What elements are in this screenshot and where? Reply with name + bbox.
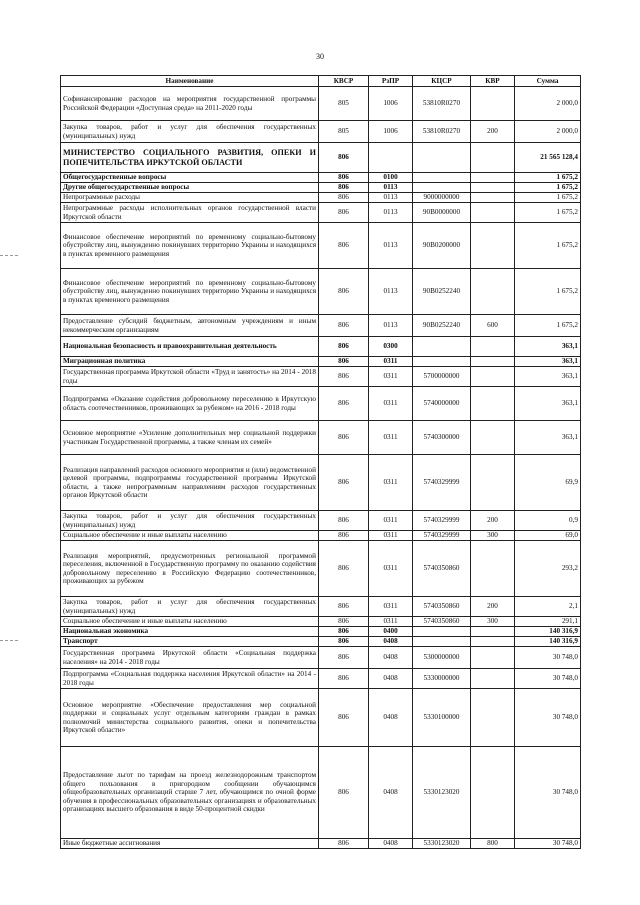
cell-rzpr: 0113 (369, 315, 413, 337)
cell-kvsr: 806 (319, 203, 369, 223)
cell-name: Иные бюджетные ассигнования (61, 839, 319, 849)
cell-kcsr: 53810R0270 (413, 121, 471, 143)
table-row (61, 511, 581, 531)
cell-sum: 30 748,0 (515, 669, 581, 689)
cell-name: Реализация мероприятий, предусмотренных региональной программой переселения, включенной в Государственную программу по оказанию содействия добровольному переселению в Российскую Федерацию соотечественников, проживающих за рубежом (61, 541, 319, 597)
table-row (61, 121, 581, 143)
cell-kcsr: 5700000000 (413, 367, 471, 387)
table-row (61, 183, 581, 193)
cell-kcsr: 5740329999 (413, 455, 471, 511)
cell-kvr (471, 183, 515, 193)
cell-kvr (471, 337, 515, 357)
cell-kvr: 200 (471, 597, 515, 617)
cell-kcsr: 5330123020 (413, 839, 471, 849)
cell-kvsr: 806 (319, 269, 369, 315)
table-row (61, 387, 581, 421)
cell-kvr (471, 203, 515, 223)
cell-kvsr: 805 (319, 87, 369, 121)
cell-kvsr: 806 (319, 337, 369, 357)
cell-rzpr: 0300 (369, 337, 413, 357)
cell-name: Закупка товаров, работ и услуг для обеспечения государственных (муниципальных) нужд (61, 121, 319, 143)
cell-name: Национальная безопасность и правоохранительная деятельность (61, 337, 319, 357)
table-row (61, 627, 581, 637)
cell-kvsr: 806 (319, 747, 369, 839)
cell-kcsr (413, 337, 471, 357)
table-row (61, 357, 581, 367)
cell-name: Предоставление субсидий бюджетным, автономным учреждениям и иным некоммерческим организациям (61, 315, 319, 337)
cell-name: Софинансирование расходов на мероприятия государственной программы Российской Федерации «Доступная среда» на 2011-2020 годы (61, 87, 319, 121)
header-kcsr: КЦСР (413, 76, 471, 87)
cell-rzpr: 0408 (369, 689, 413, 747)
cell-kvsr: 806 (319, 627, 369, 637)
margin-fold-mark (0, 255, 18, 256)
cell-kvr (471, 357, 515, 367)
cell-kvr (471, 193, 515, 203)
cell-kvsr: 806 (319, 173, 369, 183)
table-row (61, 541, 581, 597)
cell-kvr: 200 (471, 121, 515, 143)
cell-sum: 1 675,2 (515, 183, 581, 193)
cell-kvsr: 806 (319, 387, 369, 421)
cell-sum: 30 748,0 (515, 689, 581, 747)
cell-rzpr: 0408 (369, 669, 413, 689)
cell-name: Другие общегосударственные вопросы (61, 183, 319, 193)
table-row (61, 669, 581, 689)
cell-kvsr: 806 (319, 367, 369, 387)
cell-rzpr: 0113 (369, 269, 413, 315)
cell-rzpr: 0311 (369, 387, 413, 421)
cell-kvsr: 806 (319, 183, 369, 193)
cell-sum: 1 675,2 (515, 269, 581, 315)
cell-sum: 69,0 (515, 531, 581, 541)
table-row (61, 315, 581, 337)
header-kvsr: КВСР (319, 76, 369, 87)
cell-name: Закупка товаров, работ и услуг для обеспечения государственных (муниципальных) нужд (61, 511, 319, 531)
table-row (61, 747, 581, 839)
cell-kcsr: 5740350860 (413, 617, 471, 627)
cell-sum: 1 675,2 (515, 223, 581, 269)
cell-sum: 291,1 (515, 617, 581, 627)
cell-sum: 2 000,0 (515, 121, 581, 143)
cell-kvsr: 806 (319, 421, 369, 455)
cell-kcsr: 5740350860 (413, 541, 471, 597)
cell-name: Государственная программа Иркутской области «Социальная поддержка населения» на 2014 - 2018 годы (61, 647, 319, 669)
cell-kvsr: 806 (319, 455, 369, 511)
table-row (61, 617, 581, 627)
cell-name: Общегосударственные вопросы (61, 173, 319, 183)
table-row (61, 337, 581, 357)
table-row (61, 531, 581, 541)
cell-sum: 363,1 (515, 421, 581, 455)
cell-name: Транспорт (61, 637, 319, 647)
header-rzpr: РзПР (369, 76, 413, 87)
cell-name: Подпрограмма «Социальная поддержка населения Иркутской области» на 2014 - 2018 годы (61, 669, 319, 689)
cell-kcsr: 5740300000 (413, 421, 471, 455)
cell-kvsr: 806 (319, 143, 369, 173)
cell-rzpr: 0400 (369, 627, 413, 637)
table-row (61, 421, 581, 455)
cell-rzpr: 0113 (369, 223, 413, 269)
cell-kvsr: 806 (319, 223, 369, 269)
cell-kvr (471, 669, 515, 689)
table-row (61, 143, 581, 173)
cell-kvr (471, 223, 515, 269)
cell-kvr (471, 387, 515, 421)
cell-kvr (471, 455, 515, 511)
cell-sum: 1 675,2 (515, 203, 581, 223)
cell-kcsr (413, 173, 471, 183)
cell-kvr (471, 367, 515, 387)
cell-rzpr: 0311 (369, 511, 413, 531)
table-row (61, 87, 581, 121)
cell-kvr (471, 87, 515, 121)
cell-kvsr: 806 (319, 647, 369, 669)
cell-kvsr: 806 (319, 193, 369, 203)
cell-name: Государственная программа Иркутской области «Труд и занятость» на 2014 - 2018 годы (61, 367, 319, 387)
cell-sum: 2,1 (515, 597, 581, 617)
cell-name: Социальное обеспечение и иные выплаты населению (61, 617, 319, 627)
table-body (61, 87, 581, 849)
cell-name: Подпрограмма «Оказание содействия добровольному переселению в Иркутскую область соотечественников, проживающих за рубежом» на 2016 - 2018 годы (61, 387, 319, 421)
table-row (61, 203, 581, 223)
cell-rzpr: 1006 (369, 121, 413, 143)
cell-sum: 2 000,0 (515, 87, 581, 121)
cell-rzpr: 0311 (369, 531, 413, 541)
cell-kvr: 800 (471, 839, 515, 849)
cell-kcsr: 5740329999 (413, 511, 471, 531)
cell-name: Реализация направлений расходов основного мероприятия и (или) ведомственной целевой программы, подпрограммы государственной программы Иркутской области, а также непрограммным направлениям расходов государственных органов Иркутской области (61, 455, 319, 511)
cell-name: Основное мероприятие «Усиление дополнительных мер социальной поддержки участникам Государственной программы, а также членам их семей» (61, 421, 319, 455)
cell-rzpr: 0113 (369, 183, 413, 193)
cell-kvr: 300 (471, 617, 515, 627)
cell-name: Основное мероприятие «Обеспечение предоставления мер социальной поддержки и социальных услуг отдельным категориям граждан в рамках полномочий министерства социального развития, опеки и попечительства Иркутской области» (61, 689, 319, 747)
cell-sum: 30 748,0 (515, 647, 581, 669)
cell-kvsr: 806 (319, 617, 369, 627)
table-row (61, 839, 581, 849)
cell-rzpr: 0311 (369, 421, 413, 455)
cell-kvsr: 806 (319, 669, 369, 689)
cell-kcsr (413, 637, 471, 647)
cell-sum: 293,2 (515, 541, 581, 597)
cell-sum: 363,1 (515, 387, 581, 421)
header-name: Наименование (61, 76, 319, 87)
cell-kvsr: 806 (319, 315, 369, 337)
cell-kvr: 600 (471, 315, 515, 337)
cell-sum: 30 748,0 (515, 839, 581, 849)
cell-name: МИНИСТЕРСТВО СОЦИАЛЬНОГО РАЗВИТИЯ, ОПЕКИ И ПОПЕЧИТЕЛЬСТВА ИРКУТСКОЙ ОБЛАСТИ (61, 143, 319, 173)
cell-kvsr: 806 (319, 839, 369, 849)
cell-kcsr (413, 627, 471, 637)
cell-kcsr: 5330123020 (413, 747, 471, 839)
cell-sum: 30 748,0 (515, 747, 581, 839)
cell-name: Непрограммные расходы (61, 193, 319, 203)
budget-table (60, 75, 581, 849)
cell-kcsr: 90В0252240 (413, 315, 471, 337)
cell-kvsr: 806 (319, 531, 369, 541)
table-row (61, 637, 581, 647)
cell-kcsr: 5300000000 (413, 647, 471, 669)
cell-sum: 69,9 (515, 455, 581, 511)
table-row (61, 367, 581, 387)
cell-rzpr: 0113 (369, 193, 413, 203)
cell-sum: 363,1 (515, 367, 581, 387)
cell-kcsr: 53810R0270 (413, 87, 471, 121)
header-sum: Сумма (515, 76, 581, 87)
table-row (61, 689, 581, 747)
cell-name: Предоставление льгот по тарифам на проезд железнодорожным транспортом общего пользования в пригородном сообщении обучающимся общеобразовательных организаций старше 7 лет, обучающимся по очной форме обучения в профессиональных образовательных организациях и образовательных организациях высшего образования в виде 50-процентной скидки (61, 747, 319, 839)
cell-kcsr (413, 357, 471, 367)
table-row (61, 173, 581, 183)
cell-kcsr: 5330000000 (413, 669, 471, 689)
cell-sum: 1 675,2 (515, 193, 581, 203)
cell-kvsr: 805 (319, 121, 369, 143)
cell-name: Финансовое обеспечение мероприятий по временному социально-бытовому обустройству лиц, вынужденно покинувших территорию Украины и находящихся в пунктах временного размещения (61, 223, 319, 269)
cell-kcsr: 5740000000 (413, 387, 471, 421)
cell-kvr (471, 647, 515, 669)
cell-rzpr: 0311 (369, 455, 413, 511)
cell-kcsr: 5740329999 (413, 531, 471, 541)
cell-rzpr: 0100 (369, 173, 413, 183)
cell-kvr (471, 747, 515, 839)
cell-rzpr (369, 143, 413, 173)
table-header-row (61, 76, 581, 87)
cell-kcsr (413, 183, 471, 193)
cell-sum: 1 675,2 (515, 315, 581, 337)
cell-kvr (471, 637, 515, 647)
cell-name: Финансовое обеспечение мероприятий по временному социально-бытовому обустройству лиц, вынужденно покинувших территорию Украины и находящихся в пунктах временного размещения (61, 269, 319, 315)
cell-kvr (471, 627, 515, 637)
cell-sum: 0,9 (515, 511, 581, 531)
cell-kvsr: 806 (319, 541, 369, 597)
cell-kvr (471, 269, 515, 315)
cell-rzpr: 0311 (369, 357, 413, 367)
cell-sum: 1 675,2 (515, 173, 581, 183)
cell-kvsr: 806 (319, 637, 369, 647)
table-row (61, 455, 581, 511)
cell-rzpr: 0408 (369, 747, 413, 839)
cell-kvr (471, 143, 515, 173)
cell-rzpr: 0311 (369, 367, 413, 387)
cell-sum: 363,1 (515, 337, 581, 357)
cell-rzpr: 0408 (369, 839, 413, 849)
cell-rzpr: 0408 (369, 647, 413, 669)
cell-kvr (471, 541, 515, 597)
table-row (61, 647, 581, 669)
cell-kvsr: 806 (319, 357, 369, 367)
table-row (61, 193, 581, 203)
cell-sum: 363,1 (515, 357, 581, 367)
cell-rzpr: 1006 (369, 87, 413, 121)
cell-kvsr: 806 (319, 511, 369, 531)
table-row (61, 223, 581, 269)
table-row (61, 597, 581, 617)
table-row (61, 269, 581, 315)
cell-rzpr: 0311 (369, 541, 413, 597)
cell-kcsr: 90В0252240 (413, 269, 471, 315)
cell-rzpr: 0408 (369, 637, 413, 647)
cell-kvr: 300 (471, 531, 515, 541)
cell-sum: 140 316,9 (515, 627, 581, 637)
cell-rzpr: 0113 (369, 203, 413, 223)
cell-name: Национальная экономика (61, 627, 319, 637)
cell-kvr: 200 (471, 511, 515, 531)
margin-fold-mark (0, 640, 18, 641)
header-kvr: КВР (471, 76, 515, 87)
cell-rzpr: 0311 (369, 617, 413, 627)
cell-kcsr: 90В0000000 (413, 203, 471, 223)
cell-rzpr: 0311 (369, 597, 413, 617)
cell-kvsr: 806 (319, 689, 369, 747)
cell-kcsr: 5330100000 (413, 689, 471, 747)
cell-name: Закупка товаров, работ и услуг для обеспечения государственных (муниципальных) нужд (61, 597, 319, 617)
cell-kvsr: 806 (319, 597, 369, 617)
cell-kvr (471, 173, 515, 183)
cell-name: Социальное обеспечение и иные выплаты населению (61, 531, 319, 541)
cell-kcsr: 9000000000 (413, 193, 471, 203)
cell-kcsr (413, 143, 471, 173)
cell-kcsr: 5740350860 (413, 597, 471, 617)
cell-name: Миграционная политика (61, 357, 319, 367)
cell-kcsr: 90В0200000 (413, 223, 471, 269)
cell-name: Непрограммные расходы исполнительных органов государственной власти Иркутской области (61, 203, 319, 223)
cell-kvr (471, 421, 515, 455)
cell-kvr (471, 689, 515, 747)
cell-sum: 140 316,9 (515, 637, 581, 647)
cell-sum: 21 565 128,4 (515, 143, 581, 173)
page-number: 30 (316, 52, 324, 61)
